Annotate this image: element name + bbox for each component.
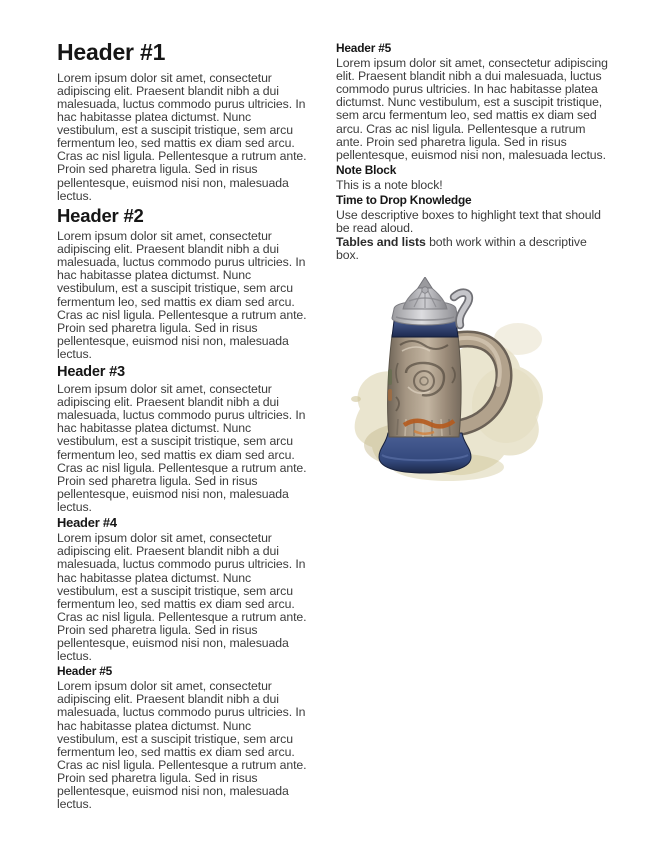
beer-stein-figure: [348, 277, 553, 492]
stein-lid: [392, 277, 458, 325]
knowledge-block-text-2: [336, 236, 612, 262]
lid-finial: [418, 277, 432, 288]
section-header-3: [57, 364, 315, 514]
knowledge-block-heading: Time to Drop Knowledge: [336, 193, 472, 208]
paragraph: Lorem ipsum dolor sit amet, consectetur adipiscing elit. Praesent blandit nibh a dui malesuada, luctus commodo purus ultricies. In hac habitasse platea dictumst. Nunc vestibulum, est a suscipit tristique, sem arcu fermentum leo, sed mattis ex diam sed arcu. Cras ac nisl ligula. Pellentesque a rutrum ante. Proin sed pharetra ligula. Sed in risus pellentesque, euismod nisi non, malesuada lectus.: [57, 679, 307, 812]
paragraph: Lorem ipsum dolor sit amet, consectetur adipiscing elit. Praesent blandit nibh a dui malesuada, luctus commodo purus ultricies. In hac habitasse platea dictumst. Nunc vestibulum, est a suscipit tristique, sem arcu fermentum leo, sed mattis ex diam sed arcu. Cras ac nisl ligula. Pellentesque a rutrum ante. Proin sed pharetra ligula. Sed in risus pellentesque, euismod nisi non, malesuada lectus.: [57, 70, 307, 203]
section-header-1: [57, 40, 315, 203]
heading-level-2: Header #2: [57, 204, 144, 226]
knowledge-block: [336, 194, 612, 262]
paragraph: Lorem ipsum dolor sit amet, consectetur adipiscing elit. Praesent blandit nibh a dui malesuada, luctus commodo purus ultricies. In hac habitasse platea dictumst. Nunc vestibulum, est a suscipit tristique, sem arcu fermentum leo, sed mattis ex diam sed arcu. Cras ac nisl ligula. Pellentesque a rutrum ante. Proin sed pharetra ligula. Sed in risus pellentesque, euismod nisi non, malesuada lectus.: [336, 56, 608, 162]
heading-level-5: Header #5: [336, 41, 392, 55]
heading-level-4: Header #4: [57, 515, 117, 531]
note-block-heading: Note Block: [336, 162, 397, 177]
stein-base: [379, 433, 471, 473]
paragraph: Lorem ipsum dolor sit amet, consectetur adipiscing elit. Praesent blandit nibh a dui malesuada, luctus commodo purus ultricies. In hac habitasse platea dictumst. Nunc vestibulum, est a suscipit tristique, sem arcu fermentum leo, sed mattis ex diam sed arcu. Cras ac nisl ligula. Pellentesque a rutrum ante. Proin sed pharetra ligula. Sed in risus pellentesque, euismod nisi non, malesuada lectus.: [57, 531, 307, 664]
two-column-layout: [57, 40, 612, 812]
paragraph: Lorem ipsum dolor sit amet, consectetur adipiscing elit. Praesent blandit nibh a dui malesuada, luctus commodo purus ultricies. In hac habitasse platea dictumst. Nunc vestibulum, est a suscipit tristique, sem arcu fermentum leo, sed mattis ex diam sed arcu. Cras ac nisl ligula. Pellentesque a rutrum ante. Proin sed pharetra ligula. Sed in risus pellentesque, euismod nisi non, malesuada lectus.: [57, 382, 307, 514]
section-header-4: [57, 516, 315, 663]
heading-level-5: Header #5: [57, 664, 113, 679]
section-header-5-right: [336, 42, 612, 162]
heading-level-1: Header #1: [57, 39, 166, 65]
note-block-text: This is a note block!: [336, 177, 443, 192]
left-column: [57, 40, 315, 812]
knowledge-block-text: Use descriptive boxes to highlight text that should be read aloud.: [336, 208, 601, 236]
after-bold-text: both work within a descriptive box.: [336, 235, 587, 263]
section-header-2: [57, 206, 315, 361]
heading-level-3: Header #3: [57, 364, 125, 381]
bold-lead-text: Tables and lists: [336, 235, 426, 250]
note-block: [336, 164, 612, 192]
right-column: [336, 40, 612, 812]
paragraph: Lorem ipsum dolor sit amet, consectetur adipiscing elit. Praesent blandit nibh a dui malesuada, luctus commodo purus ultricies. In hac habitasse platea dictumst. Nunc vestibulum, est a suscipit tristique, sem arcu fermentum leo, sed mattis ex diam sed arcu. Cras ac nisl ligula. Pellentesque a rutrum ante. Proin sed pharetra ligula. Sed in risus pellentesque, euismod nisi non, malesuada lectus.: [57, 229, 307, 361]
section-header-5: [57, 665, 315, 811]
stein-body: [388, 335, 462, 437]
beer-stein-illustration: [348, 277, 553, 492]
